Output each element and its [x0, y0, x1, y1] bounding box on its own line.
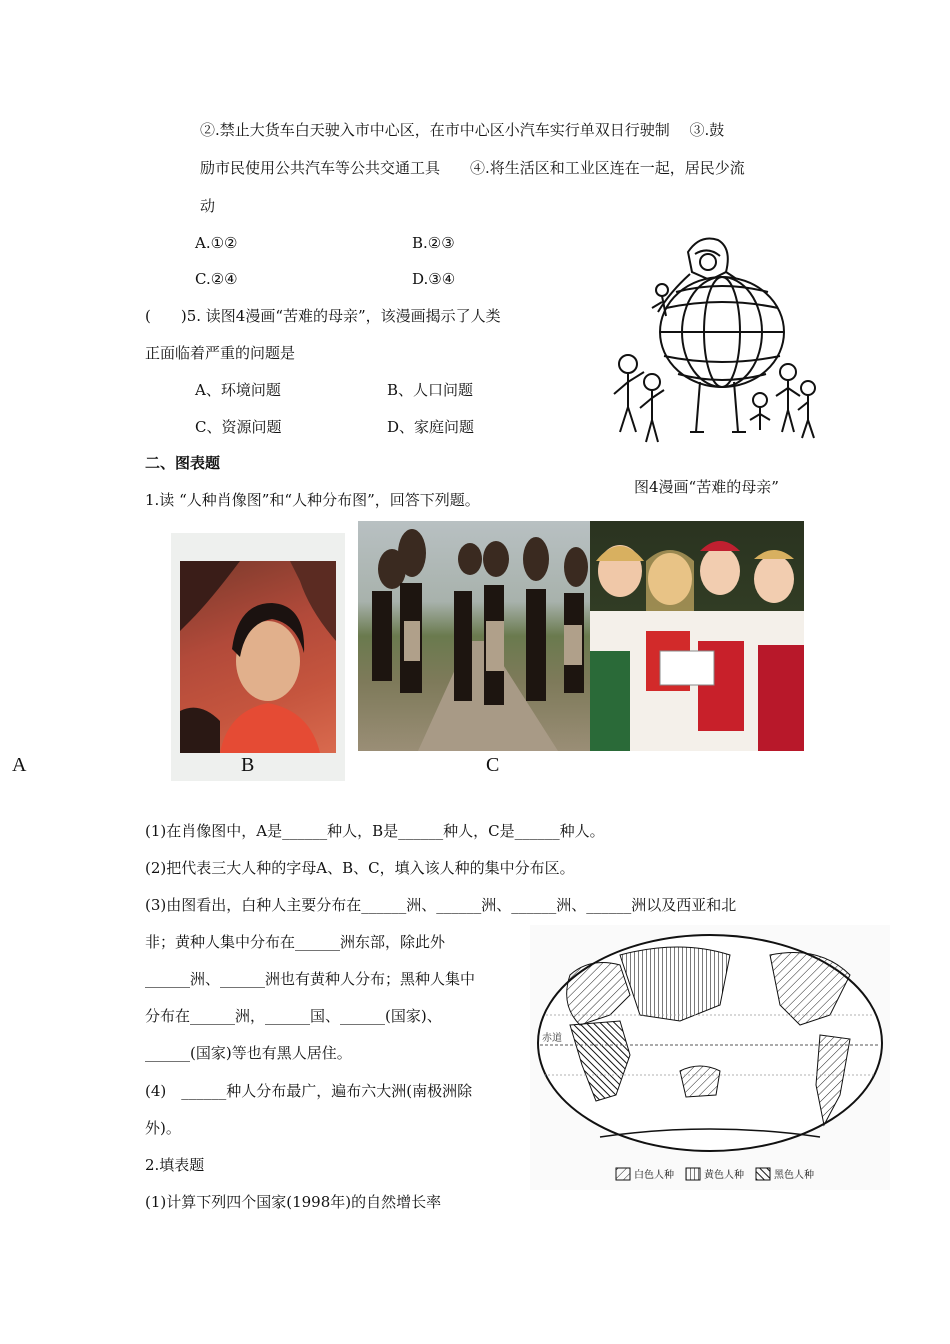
portrait-yellow-race-photo — [180, 561, 336, 753]
q5-line-2: 正面临着严重的问题是 — [145, 344, 296, 362]
portrait-white-race-photo — [590, 521, 804, 751]
sub-question-3-line-2: 非；黄种人集中分布在______洲东部，除此外 — [145, 933, 446, 951]
q4-option-a: A.①② — [195, 234, 238, 252]
q4-option-b: B.②③ — [412, 234, 455, 252]
race-distribution-map — [530, 925, 890, 1190]
section-heading: 二、图表题 — [145, 454, 221, 472]
cartoon-suffering-mother — [600, 232, 822, 450]
portrait-label-a: A — [12, 754, 27, 776]
q5-line-1: ( )5. 读图4漫画“苦难的母亲”，该漫画揭示了人类 — [145, 307, 501, 325]
q4-line-2: 励市民使用公共汽车等公共交通工具 ④.将生活区和工业区连在一起，居民少流 — [200, 159, 745, 177]
q4-line-3: 动 — [200, 197, 216, 215]
portrait-label-c: C — [486, 754, 500, 776]
q1-intro: 1.读 “人种肖像图”和“人种分布图”，回答下列题。 — [145, 491, 480, 509]
cartoon-caption: 图4漫画“苦难的母亲” — [634, 478, 779, 496]
portrait-label-b: B — [241, 754, 255, 776]
map-legend-black: 黑色人种 — [774, 1170, 814, 1181]
sub-question-3-line-5: ______(国家)等也有黑人居住。 — [145, 1044, 352, 1062]
sub-question-3-line-1: (3)由图看出，白种人主要分布在______洲、______洲、______洲、______洲以及西亚和北 — [145, 896, 737, 914]
sub-question-3-line-3: ______洲、______洲也有黄种人分布；黑种人集中 — [145, 970, 476, 988]
sub-question-1: (1)在肖像图中，A是______种人，B是______种人，C是______种人。 — [145, 822, 605, 840]
q4-option-c: C.②④ — [195, 270, 238, 288]
sub-question-2: (2)把代表三大人种的字母A、B、C，填入该人种的集中分布区。 — [145, 859, 575, 877]
map-legend-white: 白色人种 — [634, 1170, 674, 1181]
q2-sub-question-1: (1)计算下列四个国家(1998年)的自然增长率 — [145, 1193, 442, 1211]
q4-line-1: ②.禁止大货车白天驶入市中心区，在市中心区小汽车实行单双日行驶制 ③.鼓 — [200, 121, 725, 139]
q5-option-c: C、资源问题 — [195, 418, 282, 436]
q4-option-d: D.③④ — [412, 270, 456, 288]
sub-question-4-line-1: (4) ______种人分布最广，遍布六大洲(南极洲除 — [145, 1082, 473, 1100]
sub-question-3-line-4: 分布在______洲，______国、______(国家)、 — [145, 1007, 442, 1025]
q5-option-a: A、环境问题 — [195, 381, 281, 399]
map-legend-yellow: 黄色人种 — [704, 1170, 744, 1181]
portrait-frame — [171, 533, 345, 781]
q5-option-b: B、人口问题 — [387, 381, 474, 399]
portrait-black-race-photo — [358, 521, 590, 751]
sub-question-4-line-2: 外)。 — [145, 1119, 181, 1137]
q5-option-d: D、家庭问题 — [387, 418, 475, 436]
q2-heading: 2.填表题 — [145, 1156, 205, 1174]
map-equator-label: 赤道 — [542, 1033, 562, 1044]
